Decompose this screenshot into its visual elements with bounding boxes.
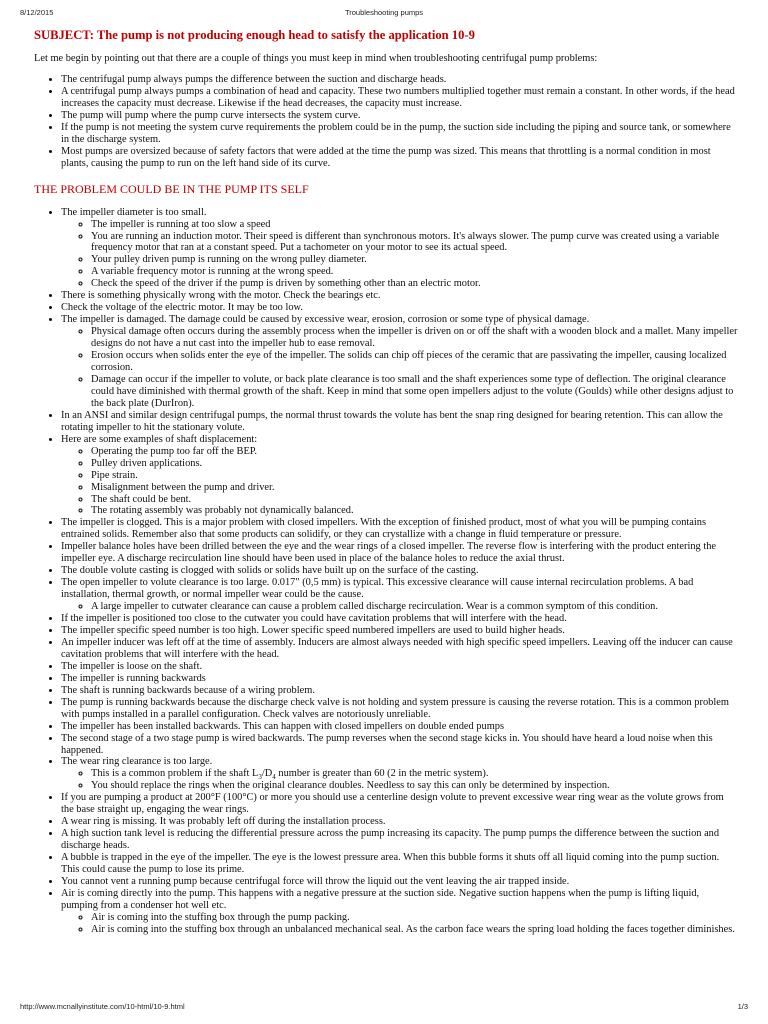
list-item: • The second stage of a two stage pump is wired backwards. The pump reverses when the second stage kicks in. You should have heard a loud noise when this happened. <box>61 733 738 757</box>
list-item <box>61 577 738 613</box>
list-item: • Impeller balance holes have been drilled between the eye and the wear rings of a closed impeller. The reverse flow is interfering with the product entering the impeller eye. A discharge recirculation line should have been used in place of the balance holes to reduce the axial thrust. <box>61 541 738 565</box>
list-item <box>61 888 738 936</box>
sub-list-item: ◦ A variable frequency motor is running at the wrong speed. <box>91 266 738 278</box>
sub-list <box>61 912 738 936</box>
item-text: The impeller is damaged. The damage could be caused by excessive wear, erosion, corrosion or some type of physical damage. <box>61 314 590 326</box>
item-text: number is greater than 60 (2 in the metric system). <box>275 768 489 780</box>
page-title: Troubleshooting pumps <box>344 8 424 17</box>
sub-list <box>61 326 738 410</box>
list-item: • The impeller is running backwards <box>61 673 738 685</box>
list-item: • The centrifugal pump always pumps the difference between the suction and discharge heads. <box>61 74 738 86</box>
sub-list <box>61 768 738 792</box>
list-item: • An impeller inducer was left off at the time of assembly. Inducers are almost always needed with high specific speed impellers. Leaving off the inducer can cause cavitation problems that will interfere with the head. <box>61 637 738 661</box>
list-item: • The impeller specific speed number is too high. Lower specific speed numbered impellers are used to build higher heads. <box>61 625 738 637</box>
sub-list-item: ◦ Physical damage often occurs during the assembly process when the impeller is driven on or off the shaft with a wooden block and a mallet. Many impeller designs do not have a nut cast into the impeller hub to ease removal. <box>91 326 738 350</box>
sub-list <box>61 601 738 613</box>
sub-list-item: ◦ Air is coming into the stuffing box through an unbalanced mechanical seal. As the carbon face wears the spring load holding the faces together diminishes. <box>91 924 738 936</box>
sub-list <box>61 446 738 518</box>
subject-heading: SUBJECT: The pump is not producing enough head to satisfy the application 10-9 <box>34 28 475 42</box>
list-item: • You cannot vent a running pump because centrifugal force will throw the liquid out the vent leaving the air trapped inside. <box>61 876 738 888</box>
sub-list-item: ◦ The shaft could be bent. <box>91 494 738 506</box>
list-item: • The shaft is running backwards because of a wiring problem. <box>61 685 738 697</box>
list-item: • The pump will pump where the pump curve intersects the system curve. <box>61 110 738 122</box>
page-number: 1/3 <box>737 1002 748 1011</box>
list-item <box>61 314 738 410</box>
list-item: • A wear ring is missing. It was probably left off during the installation process. <box>61 816 738 828</box>
list-item <box>61 756 738 792</box>
intro-list <box>34 74 738 170</box>
sub-list-item: ◦ Air is coming into the stuffing box through the pump packing. <box>91 912 738 924</box>
item-text: Air is coming directly into the pump. This happens with a negative pressure at the suction side. Negative suction happens when the pump is lifting liquid, pumping from a condenser hot well etc. <box>61 887 700 911</box>
problem-list <box>34 207 738 936</box>
list-item: • In an ANSI and similar design centrifugal pumps, the normal thrust towards the volute has bent the snap ring designed for bearing retention. This can allow the rotating impeller to hit the stationary volute. <box>61 410 738 434</box>
sub-list-item: ◦ Operating the pump too far off the BEP. <box>91 446 738 458</box>
sub-list-item: ◦ Damage can occur if the impeller to volute, or back plate clearance is too small and the shaft experiences some type of deflection. The original clearance could have diminished with thermal growth of the shaft. Keep in mind that some open impellers adjust to the volute (Goulds) while other designs adjust to the back plate (DurIron). <box>91 374 738 410</box>
sub-list-item: ◦ You should replace the rings when the original clearance doubles. Needless to say this can only be determined by inspection. <box>91 780 738 792</box>
sub-list-item: ◦ Erosion occurs when solids enter the eye of the impeller. The solids can chip off pieces of the ceramic that are passivating the impeller, causing localized corrosion. <box>91 350 738 374</box>
sub-list-item: ◦ The rotating assembly was probably not dynamically balanced. <box>91 505 738 517</box>
list-item: • If the impeller is positioned too close to the cutwater you could have cavitation problems that will interfere with the head. <box>61 613 738 625</box>
section-heading: THE PROBLEM COULD BE IN THE PUMP ITS SELF <box>34 181 309 196</box>
item-text: The wear ring clearance is too large. <box>61 756 213 768</box>
sub-list-item: ◦ Pipe strain. <box>91 470 738 482</box>
list-item: • A high suction tank level is reducing the differential pressure across the pump increasing its capacity. The pump pumps the difference between the suction and discharge heads. <box>61 828 738 852</box>
sub-list-item: ◦ You are running an induction motor. Their speed is different than synchronous motors. It's always slower. The pump curve was created using a variable frequency motor that ran at a constant speed. Put a tachometer on your motor to see its actual speed. <box>91 231 738 255</box>
source-url: http://www.mcnallyinstitute.com/10-html/10-9.html <box>20 1002 185 1011</box>
list-item: • A bubble is trapped in the eye of the impeller. The eye is the lowest pressure area. When this bubble forms it shuts off all liquid coming into the pump suction. This could cause the pump to lose its prime. <box>61 852 738 876</box>
list-item: • There is something physically wrong with the motor. Check the bearings etc. <box>61 290 738 302</box>
item-text: Here are some examples of shaft displacement: <box>61 433 258 445</box>
sub-list-item <box>91 768 738 780</box>
list-item: • Check the voltage of the electric motor. It may be too low. <box>61 302 738 314</box>
list-item <box>61 434 738 518</box>
list-item: • The impeller has been installed backwards. This can happen with closed impellers on double ended pumps <box>61 721 738 733</box>
list-item: • Most pumps are oversized because of safety factors that were added at the time the pump was sized. This means that throttling is a normal condition in most plants, causing the pump to run on the left hand side of its curve. <box>61 146 738 170</box>
list-item: • The pump is running backwards because the discharge check valve is not holding and system pressure is causing the reverse rotation. This is a common problem with pumps installed in a parallel configuration. Check valves are notoriously unreliable. <box>61 697 738 721</box>
intro-paragraph: Let me begin by pointing out that there are a couple of things you must keep in mind when troubleshooting centrifugal pump problems: <box>34 53 598 64</box>
page-header <box>20 8 748 20</box>
list-item: • A centrifugal pump always pumps a combination of head and capacity. These two numbers multiplied together must remain a constant. In other words, if the head increases the capacity must decrease. Likewise if the head decreases, the capacity must increase. <box>61 86 738 110</box>
page-footer <box>20 1002 748 1014</box>
sub-list-item: ◦ Check the speed of the driver if the pump is driven by something other than an electric motor. <box>91 278 738 290</box>
print-date: 8/12/2015 <box>20 8 54 17</box>
list-item: • The double volute casting is clogged with solids or solids have built up on the surface of the casting. <box>61 565 738 577</box>
document-body <box>34 28 738 936</box>
sub-list-item: ◦ Misalignment between the pump and driver. <box>91 482 738 494</box>
sub-list-item: ◦ Pulley driven applications. <box>91 458 738 470</box>
list-item: • If the pump is not meeting the system curve requirements the problem could be in the pump, the suction side including the piping and source tank, or somewhere in the discharge system. <box>61 122 738 146</box>
item-text: The open impeller to volute clearance is too large. 0.017" (0,5 mm) is typical. This excessive clearance will cause internal recirculation problems. A bad installation, thermal growth, or normal impeller wear could be the cause. <box>61 577 694 601</box>
list-item <box>61 207 738 291</box>
sub-list-item: ◦ Your pulley driven pump is running on the wrong pulley diameter. <box>91 254 738 266</box>
list-item: • If you are pumping a product at 200°F (100°C) or more you should use a centerline design volute to prevent excessive wear ring wear as the volute grows from the base straight up, engaging the wear rings. <box>61 792 738 816</box>
item-text: This is a common problem if the shaft L <box>91 768 259 780</box>
item-text: /D <box>261 768 273 780</box>
subscript: 4 <box>272 773 276 782</box>
sub-list <box>61 219 738 291</box>
list-item: • The impeller is clogged. This is a major problem with closed impellers. With the exception of finished product, most of what you will be pumping contains entrained solids. Remember also that some products can solidify, or they can crystallize with a change in fluid temperature or pressure. <box>61 517 738 541</box>
sub-list-item: ◦ A large impeller to cutwater clearance can cause a problem called discharge recirculation. Wear is a common symptom of this condition. <box>91 601 738 613</box>
item-text: The impeller diameter is too small. <box>61 206 207 218</box>
sub-list-item: ◦ The impeller is running at too slow a speed <box>91 219 738 231</box>
list-item: • The impeller is loose on the shaft. <box>61 661 738 673</box>
subscript: 3 <box>258 773 262 782</box>
